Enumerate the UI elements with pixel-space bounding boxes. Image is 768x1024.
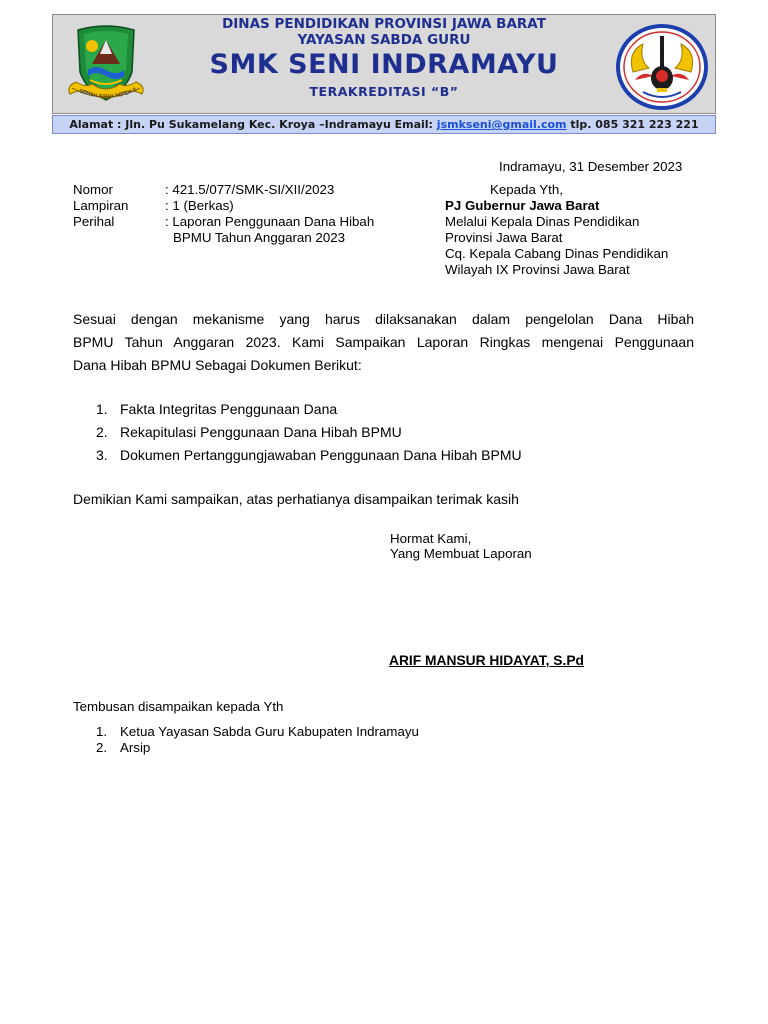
paragraph-line: Sesuai dengan mekanisme yang harus dilaksanakan dalam pengelolan Dana Hibah bbox=[73, 311, 694, 327]
list-item-number: 3. bbox=[96, 447, 108, 463]
meta-value-attachment: : 1 (Berkas) bbox=[165, 198, 234, 213]
list-item-number: 1. bbox=[96, 724, 108, 739]
signer-role: Yang Membuat Laporan bbox=[390, 546, 532, 561]
recipient-salutation: Kepada Yth, bbox=[490, 182, 563, 197]
signatory-name: ARIF MANSUR HIDAYAT, S.Pd bbox=[389, 653, 584, 668]
list-item: Dokumen Pertanggungjawaban Penggunaan Dana Hibah BPMU bbox=[120, 447, 522, 463]
list-item: Rekapitulasi Penggunaan Dana Hibah BPMU bbox=[120, 424, 402, 440]
recipient-name: PJ Gubernur Jawa Barat bbox=[445, 198, 600, 213]
list-item: Ketua Yayasan Sabda Guru Kabupaten Indramayu bbox=[120, 724, 419, 739]
meta-label-attachment: Lampiran bbox=[73, 198, 129, 213]
meta-label-number: Nomor bbox=[73, 182, 113, 197]
logo-motto: GEMAH RIPAH REPEH R bbox=[77, 86, 138, 101]
email-link[interactable]: jsmkseni@gmail.com bbox=[436, 118, 567, 131]
paragraph-line: Dana Hibah BPMU Sebagai Dokumen Berikut: bbox=[73, 357, 362, 373]
list-item-number: 2. bbox=[96, 740, 108, 755]
list-item: Arsip bbox=[120, 740, 151, 755]
address-text: Alamat : Jln. Pu Sukamelang Kec. Kroya –Indramayu Email: bbox=[69, 118, 437, 131]
meta-value-subject-cont: BPMU Tahun Anggaran 2023 bbox=[173, 230, 346, 245]
paragraph-line: BPMU Tahun Anggaran 2023. Kami Sampaikan Laporan Ringkas mengenai Penggunaan bbox=[73, 334, 694, 350]
foundation-name: YAYASAN SABDA GURU bbox=[297, 32, 471, 48]
recipient-line: Cq. Kepala Cabang Dinas Pendidikan bbox=[445, 246, 669, 261]
meta-value-number: : 421.5/077/SMK-SI/XII/2023 bbox=[165, 182, 335, 197]
meta-label-subject: Perihal bbox=[73, 214, 115, 229]
list-item-number: 2. bbox=[96, 424, 108, 440]
accreditation: TERAKREDITASI “B” bbox=[309, 84, 459, 99]
cc-title: Tembusan disampaikan kepada Yth bbox=[73, 699, 284, 714]
recipient-line: Melalui Kepala Dinas Pendidikan bbox=[445, 214, 640, 229]
school-emblem-logo bbox=[613, 22, 711, 112]
closing-sentence: Demikian Kami sampaikan, atas perhatianya disampaikan terimak kasih bbox=[73, 491, 519, 507]
phone-text: tlp. 085 321 223 221 bbox=[566, 118, 699, 131]
meta-value-subject: : Laporan Penggunaan Dana Hibah bbox=[165, 214, 375, 229]
school-name: SMK SENI INDRAMAYU bbox=[209, 49, 559, 80]
regards: Hormat Kami, bbox=[390, 531, 472, 546]
place-date: Indramayu, 31 Desember 2023 bbox=[499, 159, 683, 174]
letterhead bbox=[52, 14, 716, 114]
list-item: Fakta Integritas Penggunaan Dana bbox=[120, 401, 338, 417]
recipient-line: Wilayah IX Provinsi Jawa Barat bbox=[445, 262, 630, 277]
recipient-line: Provinsi Jawa Barat bbox=[445, 230, 563, 245]
address-bar bbox=[52, 115, 716, 134]
agency-name: DINAS PENDIDIKAN PROVINSI JAWA BARAT bbox=[222, 16, 546, 32]
list-item-number: 1. bbox=[96, 401, 108, 417]
